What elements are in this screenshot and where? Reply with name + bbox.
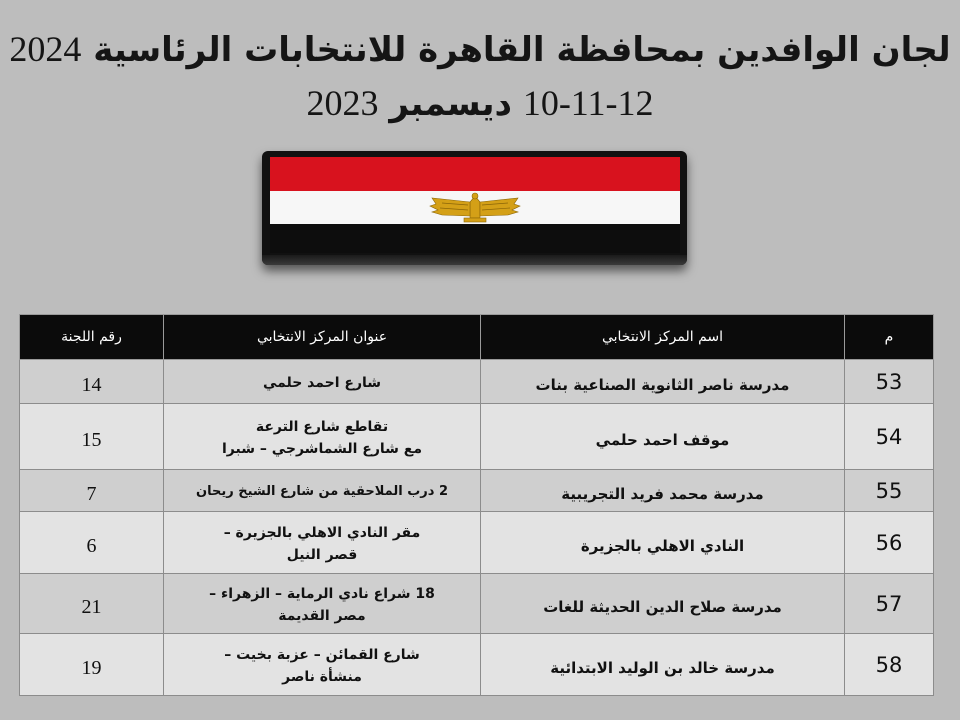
header-committee-number: رقم اللجنة <box>20 315 164 360</box>
header-center-address: عنوان المركز الانتخابي <box>164 315 481 360</box>
table-row <box>20 360 934 404</box>
center-address <box>164 470 481 512</box>
row-num: 56 <box>845 512 934 574</box>
committee-number: 14 <box>20 360 164 404</box>
committee-number: 19 <box>20 634 164 696</box>
flag-frame-bevel <box>262 255 687 265</box>
table-row <box>20 512 934 574</box>
address-line: تقاطع شارع الترعة <box>255 419 389 435</box>
title-year: 2024 <box>9 29 82 69</box>
center-name: مدرسة خالد بن الوليد الابتدائية <box>481 634 845 696</box>
center-name: مدرسة ناصر الثانوية الصناعية بنات <box>481 360 845 404</box>
committee-number: 15 <box>20 404 164 470</box>
flag-black-stripe <box>270 224 680 253</box>
row-num: 58 <box>845 634 934 696</box>
center-name: موقف احمد حلمي <box>481 404 845 470</box>
address-line: مقر النادي الاهلي بالجزيرة – <box>223 525 421 541</box>
date-month: ديسمبر <box>389 84 512 124</box>
address-line: 18 شراع نادي الرماية – الزهراء – <box>209 586 435 602</box>
center-address <box>164 360 481 404</box>
flag-red-stripe <box>270 157 680 191</box>
center-address <box>164 634 481 696</box>
address-line: قصر النيل <box>286 547 358 563</box>
table-row <box>20 470 934 512</box>
date-year: 2023 <box>306 83 379 123</box>
committee-number: 7 <box>20 470 164 512</box>
table-row <box>20 574 934 634</box>
page-title <box>0 28 960 70</box>
center-address <box>164 574 481 634</box>
address-line: مصر القديمة <box>278 608 366 624</box>
address-line: مع شارع الشماشرجي – شبرا <box>221 441 423 457</box>
center-name: مدرسة صلاح الدين الحديثة للغات <box>481 574 845 634</box>
center-address <box>164 512 481 574</box>
row-num: 54 <box>845 404 934 470</box>
committee-number: 21 <box>20 574 164 634</box>
center-name: النادي الاهلي بالجزيرة <box>481 512 845 574</box>
address-line: شارع احمد حلمي <box>262 375 382 391</box>
center-name: مدرسة محمد فريد التجريبية <box>481 470 845 512</box>
row-num: 55 <box>845 470 934 512</box>
table-row <box>20 634 934 696</box>
date-days: 10-11-12 <box>522 83 654 123</box>
row-num: 53 <box>845 360 934 404</box>
header-center-name: اسم المركز الانتخابي <box>481 315 845 360</box>
address-line: 2 درب الملاحقية من شارع الشيخ ريحان <box>196 484 448 499</box>
committee-number: 6 <box>20 512 164 574</box>
table-header-row <box>20 315 934 360</box>
address-line: شارع القمائن – عزبة بخيت – <box>224 647 420 663</box>
address-line: منشأة ناصر <box>282 669 362 685</box>
title-text: لجان الوافدين بمحافظة القاهرة للانتخابات الرئاسية <box>93 30 951 70</box>
header-num: م <box>845 315 934 360</box>
eagle-of-saladin-icon <box>428 192 522 224</box>
polling-centers-table <box>19 314 934 696</box>
table-row <box>20 404 934 470</box>
date-line <box>0 82 960 124</box>
egypt-flag <box>262 151 687 265</box>
row-num: 57 <box>845 574 934 634</box>
center-address <box>164 404 481 470</box>
flag-stripes <box>270 157 680 253</box>
